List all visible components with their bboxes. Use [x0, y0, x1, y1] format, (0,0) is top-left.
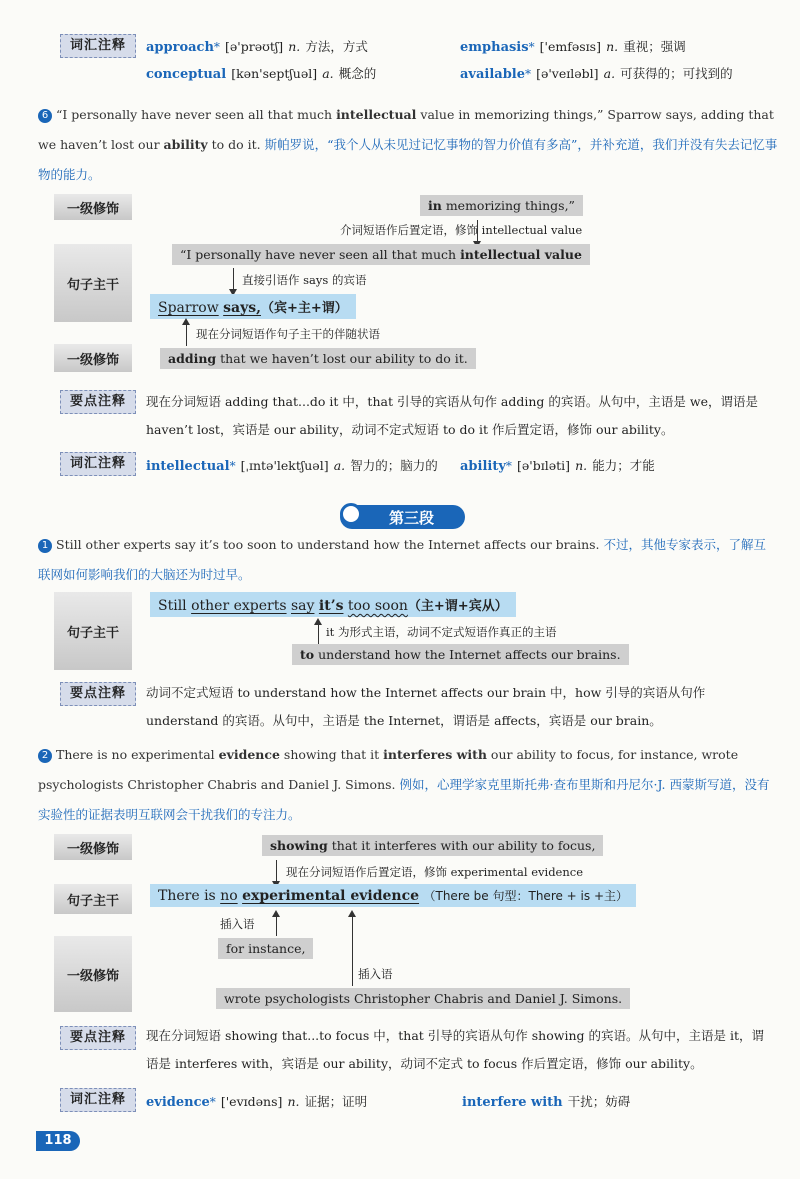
vocab-label: 词汇注释 [60, 1088, 136, 1112]
sentence-2-paragraph [38, 740, 778, 830]
phrase-text: wrote psychologists Christopher Chabris and Daniel J. Simons. [224, 991, 623, 1006]
key-notes-text: 现在分词短语 adding that...do it 中，that 引导的宾语从句作 adding 的宾语。从句中，主语是 we，谓语是 haven’t lost，宾语是 our ability，动词不定式短语 to do it 作后置定语，修饰 our ability。 [146, 394, 758, 437]
vocab-word: approach [146, 40, 214, 55]
sentence-translation: 不过，其他专家表示，了解互联网如何影响我们的大脑还为时过早。 [38, 537, 767, 582]
vocab-label: 词汇注释 [60, 34, 136, 58]
predicate: say [291, 598, 315, 614]
vocab-meaning: 干扰；妨碍 [567, 1094, 631, 1109]
modifier-phrase-box [292, 644, 629, 665]
phrase-text: that we haven’t lost our ability to do it. [216, 351, 468, 366]
vocab-meaning: 能力；才能 [592, 458, 655, 473]
head-word: adding [168, 351, 217, 366]
vocab-pos: n. [606, 39, 619, 54]
vocab-meaning: 智力的；脑力的 [350, 458, 438, 473]
annotation-note [242, 272, 366, 288]
sentence-number-badge: 2 [38, 749, 52, 763]
sentence-trunk-box [150, 884, 636, 907]
sentence-text: our ability to focus, for instance, wrote psychologists Christopher Chabris and Daniel J. Simons. [38, 747, 739, 792]
key-notes-text: 现在分词短语 showing that...to focus 中，that 引导的宾语从句作 showing 的宾语。从句中，主语是 it，谓语是 interferes with，宾语是 our ability，动词不定式 to focus 作后置定语，修饰 our ability。 [146, 1028, 764, 1071]
star-mark: * [229, 459, 236, 473]
vocab-pos: n. [575, 458, 588, 473]
modifier-phrase-box [160, 348, 476, 369]
annotation-note: 现在分词短语作句子主干的伴随状语 [196, 327, 380, 341]
trunk-label: 句子主干 [54, 244, 132, 322]
structure-formula: （主+谓+宾从） [407, 599, 508, 614]
vocab-phonetic: [ə'veɪləbl] [536, 66, 599, 81]
subject: Sparrow [158, 300, 219, 316]
sentence-text: value in memorizing things,” Sparrow says, adding that we haven’t lost our [38, 107, 774, 152]
note-text: 的宾语 [331, 273, 367, 287]
annotation-note: it 为形式主语，动词不定式短语作真正的主语 [326, 625, 557, 639]
sentence-text: “I personally have never seen all that much [56, 107, 337, 122]
note-text: intellectual value [478, 223, 583, 237]
sentence-text: There is no experimental [56, 747, 219, 762]
vocab-meaning: 可获得的；可找到的 [620, 66, 733, 81]
annotation-note: 插入语 [220, 917, 255, 931]
arrow-up [276, 916, 277, 936]
vocab-meaning: 方法，方式 [305, 39, 368, 54]
modifier-label: 一级修饰 [54, 344, 132, 372]
modifier-label: 一级修饰 [54, 936, 132, 1012]
vocab-word: emphasis [460, 40, 529, 55]
vocab-pos: n. [287, 1094, 300, 1109]
vocab-entry [460, 36, 686, 55]
sentence-number-badge: 1 [38, 539, 52, 553]
phrase-text: Still [158, 598, 192, 614]
vocab-pos: a. [322, 66, 334, 81]
key-notes-label: 要点注释 [60, 1026, 136, 1050]
vocab-entry [146, 36, 368, 55]
head-word: to [300, 647, 315, 662]
vocab-word: conceptual [146, 67, 227, 82]
subject: experimental evidence [242, 888, 420, 904]
vocab-word: ability [460, 459, 506, 474]
determiner: no [220, 888, 238, 904]
keyword: ability [163, 137, 208, 152]
star-mark: * [505, 459, 512, 473]
predicate: says, [223, 300, 261, 316]
vocab-word: intellectual [146, 459, 230, 474]
head-word: intellectual value [460, 247, 582, 262]
object-clause: too soon [347, 598, 408, 614]
head-word: in [428, 198, 442, 213]
keyword: intellectual [336, 107, 417, 122]
vocab-word: available [460, 67, 525, 82]
star-mark: * [528, 40, 535, 54]
modifier-phrase-box [420, 195, 583, 216]
sentence-1-paragraph [38, 530, 778, 590]
star-mark: * [213, 40, 220, 54]
phrase-text: that it interferes with our ability to focus, [327, 838, 596, 853]
head-word: showing [270, 838, 328, 853]
arrow-up [352, 916, 353, 986]
sentence-trunk-box [150, 294, 356, 319]
vocab-pos: a. [603, 66, 616, 81]
sentence-6-paragraph [38, 100, 778, 190]
section-title: 第三段 [388, 508, 434, 527]
sentence-text: Still other experts say it’s too soon to understand how the Internet affects our brains. [56, 537, 600, 552]
vocab-phonetic: ['evɪdəns] [220, 1094, 283, 1109]
arrow-down [233, 268, 234, 290]
phrase-text: There is [158, 888, 221, 904]
vocab-meaning: 证据；证明 [304, 1094, 368, 1109]
keyword: evidence [218, 747, 280, 762]
phrase-text: memorizing things,” [441, 198, 575, 213]
modifier-phrase-box [262, 835, 603, 856]
trunk-label: 句子主干 [54, 884, 132, 914]
sentence-text: to do it. [207, 137, 261, 152]
magnifier-icon [340, 503, 362, 525]
sentence-text: showing that it [279, 747, 384, 762]
quote-box [172, 244, 590, 265]
structure-formula: （There be 句型：There + is +主） [423, 889, 629, 903]
modifier-label: 一级修饰 [54, 834, 132, 860]
page-number: 118 [36, 1131, 80, 1151]
vocab-word: interfere with [462, 1095, 563, 1110]
sentence-number-badge: 6 [38, 109, 52, 123]
vocab-entry [146, 1091, 367, 1110]
vocab-entry [146, 455, 438, 474]
vocab-phonetic: ['emfəsɪs] [539, 39, 601, 54]
vocab-pos: n. [288, 39, 301, 54]
phrase-text: for instance, [226, 941, 306, 956]
note-text: says [299, 273, 332, 287]
sentence-translation: 斯帕罗说，“我个人从未见过记忆事物的智力价值有多高”，并补充道，我们并没有失去记忆事物的能力。 [38, 137, 778, 182]
vocab-phonetic: [kən'septʃuəl] [231, 66, 318, 81]
arrow-up [186, 324, 187, 346]
arrow-up [318, 624, 319, 646]
vocab-pos: a. [333, 458, 346, 473]
subject: other experts [191, 598, 287, 614]
note-text: 介词短语作后置定语，修饰 [340, 223, 478, 237]
annotation-note [286, 864, 583, 880]
sentence-translation: 例如，心理学家克里斯托弗·查布里斯和丹尼尔·J. 西蒙斯写道，没有实验性的证据表明互联网会干扰我们的专注力。 [38, 777, 770, 822]
note-text: 现在分词短语作后置定语，修饰 [286, 865, 447, 879]
structure-formula: （宾+主+谓） [261, 301, 348, 316]
vocab-phonetic: [ə'bɪləti] [516, 458, 570, 473]
keyword: interferes with [383, 747, 487, 762]
modifier-phrase-box [218, 938, 313, 959]
annotation-note [340, 222, 582, 238]
key-notes-text: 动词不定式短语 to understand how the Internet affects our brain 中，how 引导的宾语从句作 understand 的宾语。从句中，主语是 the Internet，谓语是 affects，宾语是 our brain。 [146, 685, 706, 728]
star-mark: * [525, 67, 531, 81]
modifier-phrase-box [216, 988, 630, 1009]
phrase-text: “I personally have never seen all that much [180, 247, 461, 262]
key-notes-label: 要点注释 [60, 390, 136, 414]
formal-subject: it’s [318, 598, 344, 614]
phrase-text: understand how the Internet affects our brains. [314, 647, 621, 662]
key-notes-label: 要点注释 [60, 682, 136, 706]
vocab-meaning: 概念的 [338, 66, 377, 81]
vocab-meaning: 重视；强调 [623, 39, 686, 54]
vocab-entry [460, 63, 733, 82]
vocab-label: 词汇注释 [60, 452, 136, 476]
modifier-label: 一级修饰 [54, 194, 132, 220]
trunk-label: 句子主干 [54, 592, 132, 670]
vocab-entry [460, 455, 655, 474]
sentence-trunk-box [150, 592, 516, 617]
vocab-word: evidence [146, 1095, 210, 1110]
vocab-entry [462, 1091, 630, 1110]
vocab-phonetic: [ˌɪntə'lektʃuəl] [240, 458, 329, 473]
arrow-down [276, 860, 277, 882]
note-text: experimental evidence [447, 865, 584, 879]
annotation-note: 插入语 [358, 967, 393, 981]
note-text: 直接引语作 [242, 273, 300, 287]
vocab-entry [146, 63, 376, 82]
star-mark: * [209, 1095, 216, 1109]
vocab-phonetic: [ə'prəʊtʃ] [225, 39, 284, 54]
